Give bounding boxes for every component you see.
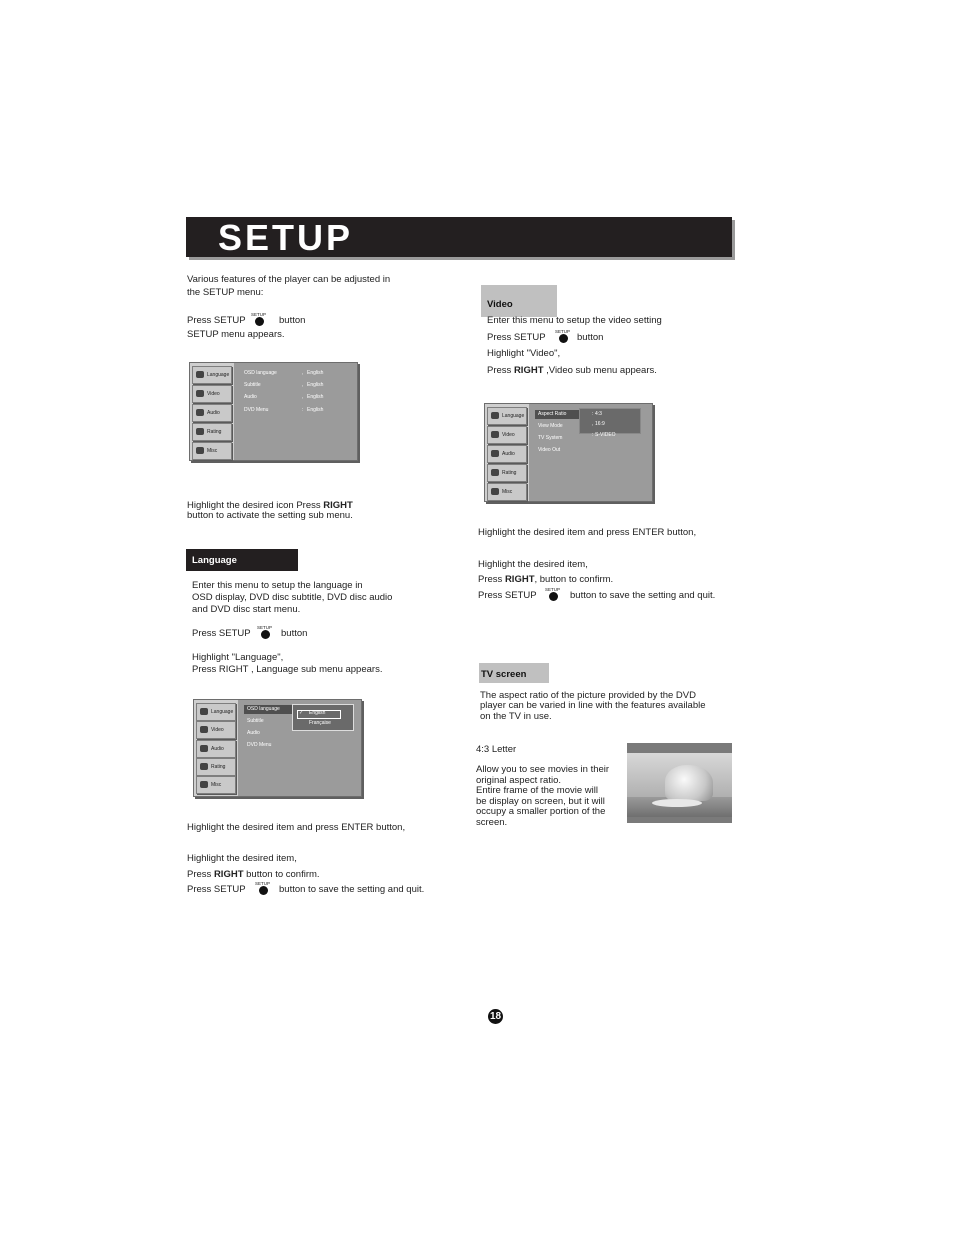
language-desc-3: and DVD disc start menu. [192, 604, 301, 615]
page-title: SETUP [218, 217, 354, 258]
osd-row-label: Subtitle [247, 718, 264, 724]
title-banner [186, 217, 732, 257]
intro-line-1: Various features of the player can be adjusted in [187, 274, 391, 285]
tab-video: Video [196, 721, 236, 739]
tab-label: Audio [207, 410, 220, 416]
video-heading: Video [481, 285, 557, 317]
popup-option: Française [309, 720, 331, 726]
eye-icon [491, 412, 499, 419]
right-mid-line-2: Highlight the desired item, [478, 559, 588, 570]
osd-row-sep: , [592, 421, 594, 427]
video-icon [200, 726, 208, 733]
button-word: button [279, 315, 306, 326]
osd-row-label: DVD Menu [244, 407, 269, 413]
tv-desc-2: player can be varied in line with the features available [480, 700, 706, 711]
language-highlight-2: Press RIGHT , Language sub menu appears. [192, 664, 383, 675]
tab-rating [192, 423, 232, 441]
osd-row-label: TV System [538, 435, 563, 441]
left-footer-save-text: button to save the setting and quit. [279, 884, 425, 895]
left-footer-line-3: Press RIGHT button to confirm. [187, 869, 320, 880]
tab-language: Language [487, 407, 527, 425]
left-footer-line-2: Highlight the desired item, [187, 853, 297, 864]
right-mid-line-3: Press RIGHT, button to confirm. [478, 574, 614, 585]
tab-audio: Audio [196, 740, 236, 758]
tab-language: Language [196, 703, 236, 721]
setup-button-icon: SETUP [256, 881, 270, 898]
osd-row-value: English [307, 382, 324, 388]
misc-icon [200, 781, 208, 788]
video-press-setup: Press SETUP [487, 332, 546, 343]
osd-row-label: Audio [247, 730, 260, 736]
menu-appears-text: SETUP menu appears. [187, 329, 285, 340]
misc-icon [491, 488, 499, 495]
tab-label: Language [207, 372, 230, 378]
mode-desc-5: occupy a smaller portion of the [476, 806, 606, 817]
tab-rating: Rating [487, 464, 527, 482]
intro-line-2: the SETUP menu: [187, 287, 264, 298]
setup-button-icon: SETUP [258, 625, 272, 642]
mode-desc-3: Entire frame of the movie will [476, 785, 598, 796]
mode-desc-1: Allow you to see movies in their [476, 764, 610, 775]
osd-video-menu [484, 403, 653, 502]
osd-row-value: English [307, 370, 324, 376]
tab-audio: Audio [487, 445, 527, 463]
video-desc: Enter this menu to setup the video setting [487, 315, 662, 326]
language-heading: Language [186, 549, 298, 571]
left-footer-press-setup: Press SETUP [187, 884, 246, 895]
right-mid-save-text: button to save the setting and quit. [570, 590, 716, 601]
osd-row-label: Audio [244, 394, 257, 400]
osd-row-value: English [307, 407, 324, 413]
osd-row-sep: : [592, 432, 594, 438]
tab-misc [192, 442, 232, 460]
mode-desc-4: be display on screen, but it will [476, 796, 605, 807]
tv-desc-1: The aspect ratio of the picture provided by the DVD [480, 690, 696, 701]
tv-screen-heading: TV screen [479, 663, 549, 683]
eye-icon [196, 371, 204, 378]
tab-label: Video [207, 391, 220, 397]
osd-row-sep: : [302, 407, 304, 413]
highlight-icon-text: Highlight the desired icon Press RIGHT [187, 500, 353, 511]
language-highlight-1: Highlight "Language", [192, 652, 284, 663]
setup-button-icon [252, 312, 266, 329]
audio-icon [200, 745, 208, 752]
osd-row-value: 4:3 [595, 411, 602, 417]
tab-misc: Misc [196, 776, 236, 794]
osd-row-value: English [307, 394, 324, 400]
audio-icon [196, 409, 204, 416]
tab-audio [192, 404, 232, 422]
osd-main-menu [189, 362, 358, 461]
tab-rating: Rating [196, 758, 236, 776]
mode-desc-2: original aspect ratio. [476, 775, 562, 786]
language-popup [292, 704, 354, 731]
tab-language [192, 366, 232, 384]
tab-label: Rating [207, 429, 222, 435]
rating-icon [196, 428, 204, 435]
osd-row-sep: , [302, 382, 304, 388]
press-setup-text: Press SETUP [187, 315, 246, 326]
letterbox-iceberg-image [627, 743, 732, 823]
osd-language-menu [193, 699, 362, 797]
rating-icon [491, 469, 499, 476]
tab-video [192, 385, 232, 403]
video-highlight-1: Highlight "Video", [487, 348, 561, 359]
osd-row-label: Subtitle [244, 382, 261, 388]
osd-row-label: Video Out [538, 447, 561, 453]
video-icon [491, 431, 499, 438]
osd-row-label: DVD Menu [247, 742, 272, 748]
popup-option: English [309, 710, 326, 716]
osd-row-value: 16:9 [595, 421, 605, 427]
page-number: 18 [489, 1011, 502, 1022]
video-highlight-2: Press RIGHT ,Video sub menu appears. [487, 365, 657, 376]
left-footer-line-1: Highlight the desired item and press ENTER button, [187, 822, 406, 833]
video-icon [196, 390, 204, 397]
mode-desc-6: screen. [476, 817, 508, 828]
language-press-setup: Press SETUP [192, 628, 251, 639]
misc-icon [196, 447, 204, 454]
tab-video: Video [487, 426, 527, 444]
aspect-popup [579, 408, 641, 434]
osd-row-sep: : [592, 411, 594, 417]
right-mid-line-1: Highlight the desired item and press ENTER button, [478, 527, 697, 538]
language-button-word: button [281, 628, 308, 639]
mode-title: 4:3 Letter [476, 744, 517, 755]
tv-desc-3: on the TV in use. [480, 711, 552, 722]
eye-icon [200, 708, 208, 715]
setup-button-icon: SETUP [546, 587, 560, 604]
right-mid-press-setup: Press SETUP [478, 590, 537, 601]
osd-row-label: OSD language [244, 370, 277, 376]
language-desc-1: Enter this menu to setup the language in [192, 580, 363, 591]
tab-misc: Misc [487, 483, 527, 501]
tab-label: Misc [207, 448, 218, 454]
osd-row-label: View Mode [538, 423, 563, 429]
osd-row-label: Aspect Ratio [538, 411, 567, 417]
osd-row-label: OSD language [247, 706, 280, 712]
osd-row-sep: , [302, 370, 304, 376]
rating-icon [200, 763, 208, 770]
language-desc-2: OSD display, DVD disc subtitle, DVD disc audio [192, 592, 393, 603]
osd-row-value: S-VIDEO [595, 432, 616, 438]
check-icon: ✓ [299, 710, 304, 716]
setup-button-icon: SETUP [556, 329, 570, 346]
setup-button-label: SETUP [251, 312, 267, 317]
osd-row-sep: , [302, 394, 304, 400]
audio-icon [491, 450, 499, 457]
highlight-icon-text-2: button to activate the setting sub menu. [187, 510, 353, 521]
video-button-word: button [577, 332, 604, 343]
